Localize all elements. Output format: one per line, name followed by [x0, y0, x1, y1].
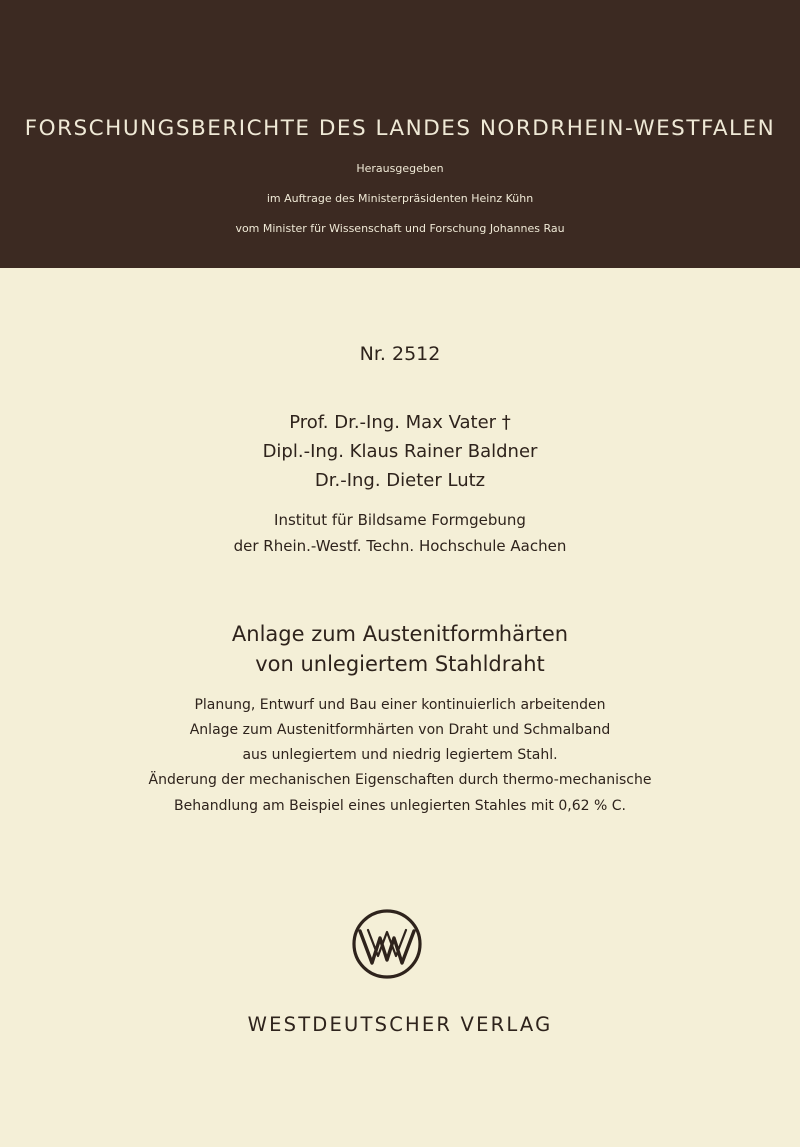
editor-line-1: Herausgegeben [356, 162, 444, 175]
series-title: FORSCHUNGSBERICHTE DES LANDES NORDRHEIN-WESTFALEN [24, 116, 776, 141]
description-line-5: Behandlung am Beispiel eines unlegierten Stahles mit 0,62 % C. [174, 798, 626, 814]
title-line-1: Anlage zum Austenitformhärten [231, 622, 569, 646]
publisher-name: WESTDEUTSCHER VERLAG [247, 1013, 553, 1036]
editor-line-2: im Auftrage des Ministerpräsidenten Heinz Kühn [266, 192, 534, 205]
description-line-2: Anlage zum Austenitformhärten von Draht und Schmalband [189, 722, 611, 738]
series-header [0, 0, 800, 268]
author-1: Prof. Dr.-Ing. Max Vater † [289, 412, 511, 433]
editor-line-3: vom Minister für Wissenschaft und Forschung Johannes Rau [235, 222, 565, 235]
title-line-2: von unlegiertem Stahldraht [255, 652, 545, 676]
author-3: Dr.-Ing. Dieter Lutz [314, 470, 486, 491]
institute-line-2: der Rhein.-Westf. Techn. Hochschule Aachen [233, 537, 567, 555]
institute-line-1: Institut für Bildsame Formgebung [274, 511, 526, 529]
publisher-logo-icon [351, 908, 423, 980]
description-line-1: Planung, Entwurf und Bau einer kontinuierlich arbeitenden [194, 697, 606, 713]
author-2: Dipl.-Ing. Klaus Rainer Baldner [262, 441, 538, 462]
description-line-4: Änderung der mechanischen Eigenschaften durch thermo-mechanische [148, 772, 652, 788]
report-number: Nr. 2512 [359, 343, 441, 365]
description-line-3: aus unlegiertem und niedrig legiertem Stahl. [242, 747, 558, 763]
